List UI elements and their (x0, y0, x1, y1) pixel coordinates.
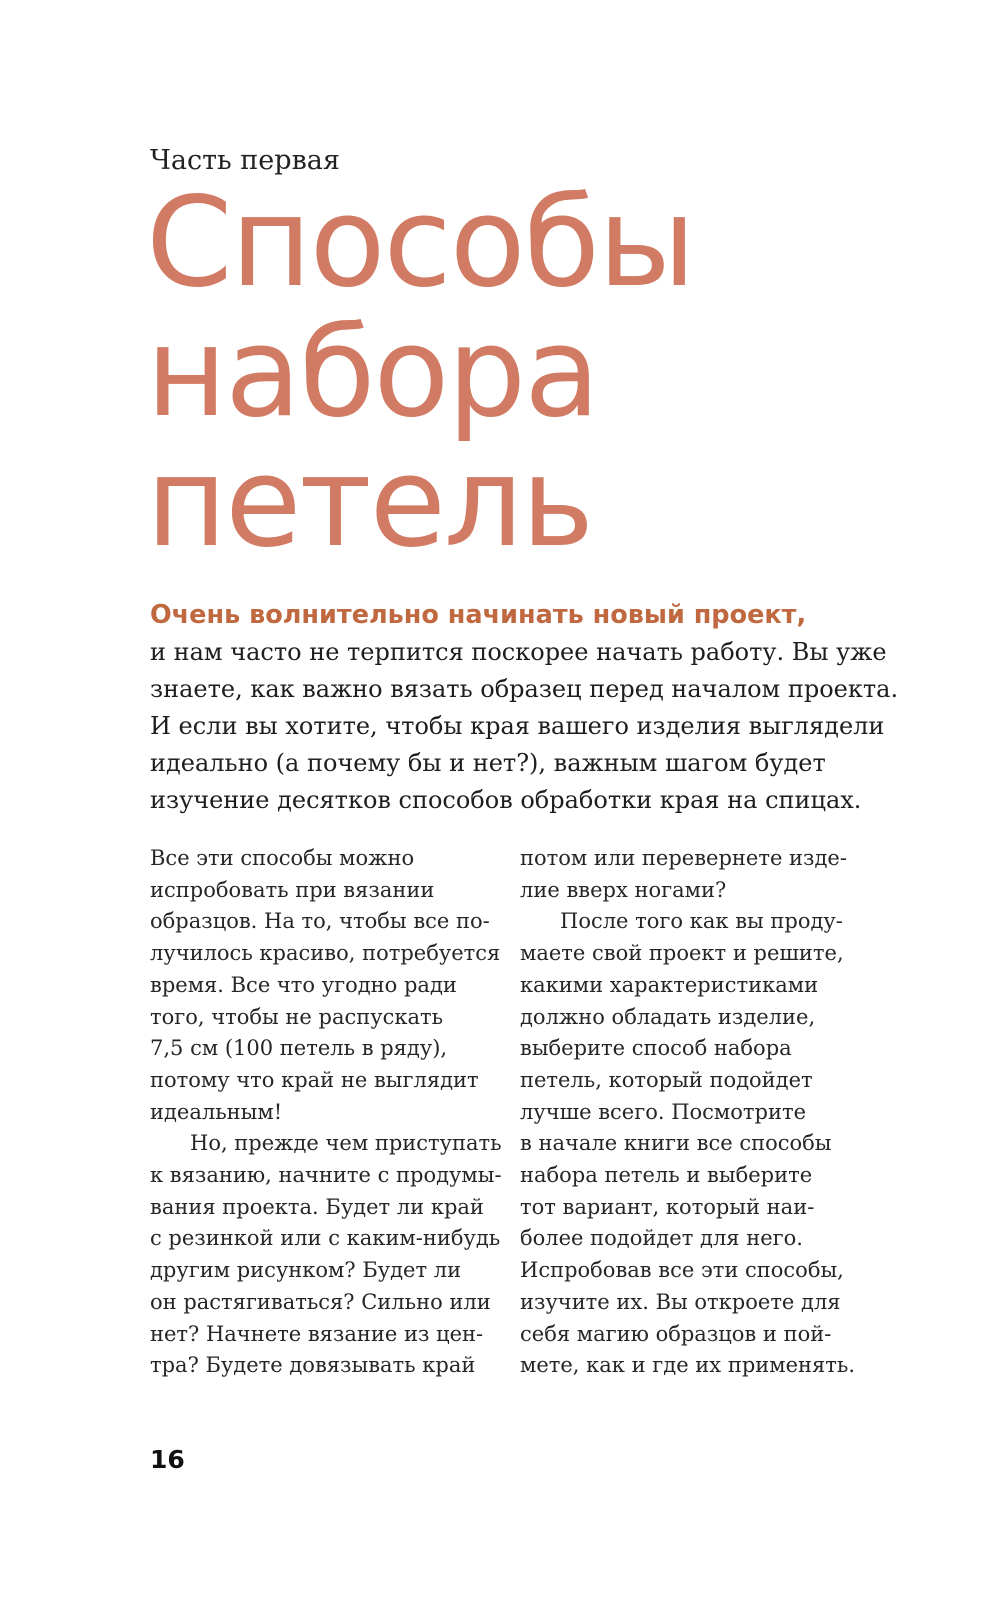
lead-line: знаете, как важно вязать образец перед началом проекта. (150, 675, 899, 703)
lead-line: изучение десятков способов обработки края на спицах. (150, 786, 862, 814)
text-line: изучите их. Вы откроете для (520, 1289, 841, 1314)
chapter-title (146, 171, 694, 575)
text-line: другим рисунком? Будет ли (150, 1258, 462, 1283)
text-line: образцов. На то, чтобы все по- (150, 909, 490, 934)
page-number: 16 (150, 1445, 185, 1474)
text-line: тот вариант, который наи- (520, 1194, 815, 1219)
text-line: Испробовав все эти способы, (520, 1258, 844, 1283)
text-line: с резинкой или с каким-нибудь (150, 1226, 501, 1251)
text-line: он растягиваться? Сильно или (150, 1289, 491, 1314)
text-line: тра? Будете довязывать край (150, 1353, 476, 1378)
lead-line: идеально (а почему бы и нет?), важным шагом будет (150, 749, 826, 777)
text-line: лучилось красиво, потребуется (150, 941, 501, 966)
text-line: мете, как и где их применять. (520, 1353, 855, 1378)
text-line: 7,5 см (100 петель в ряду), (150, 1036, 448, 1061)
text-line: петель, который подойдет (520, 1067, 813, 1092)
text-line: лие вверх ногами? (520, 877, 727, 902)
text-line: потом или перевернете изде- (520, 846, 847, 870)
lead-line: И если вы хотите, чтобы края вашего изделия выглядели (150, 712, 885, 740)
text-line: себя магию образцов и пой- (520, 1321, 832, 1346)
text-line: Все эти способы можно (150, 846, 415, 870)
text-line: набора петель и выберите (520, 1163, 813, 1188)
text-line: испробовать при вязании (150, 877, 435, 902)
body-column-right (520, 843, 870, 1382)
text-line: лучше всего. Посмотрите (520, 1099, 807, 1124)
text-line: маете свой проект и решите, (520, 941, 844, 966)
body-column-left (150, 843, 500, 1382)
text-line: После того как вы проду- (560, 909, 843, 934)
chapter-title-line: петель (146, 431, 593, 575)
lead-highlight: Очень волнительно начинать новый проект, (150, 600, 807, 630)
text-line: какими характеристиками (520, 972, 819, 997)
text-line: Но, прежде чем приступать (190, 1131, 502, 1156)
text-line: того, чтобы не распускать (150, 1004, 444, 1029)
text-line: более подойдет для него. (520, 1226, 803, 1251)
text-line: выберите способ набора (520, 1036, 792, 1061)
text-line: потому что край не выглядит (150, 1067, 479, 1092)
text-line: к вязанию, начните с продумы- (150, 1163, 502, 1188)
text-line: идеальным! (150, 1099, 283, 1124)
text-line: вания проекта. Будет ли край (150, 1194, 484, 1219)
text-line: время. Все что угодно ради (150, 972, 457, 997)
lead-line: и нам часто не терпится поскорее начать работу. Вы уже (150, 638, 887, 666)
chapter-title-line: набора (146, 301, 599, 445)
text-line: в начале книги все способы (520, 1131, 832, 1156)
chapter-title-line: Способы (146, 171, 694, 315)
part-label: Часть первая (150, 145, 340, 176)
text-line: должно обладать изделие, (520, 1004, 816, 1029)
text-line: нет? Начнете вязание из цен- (150, 1321, 484, 1346)
lead-paragraph (150, 597, 899, 819)
